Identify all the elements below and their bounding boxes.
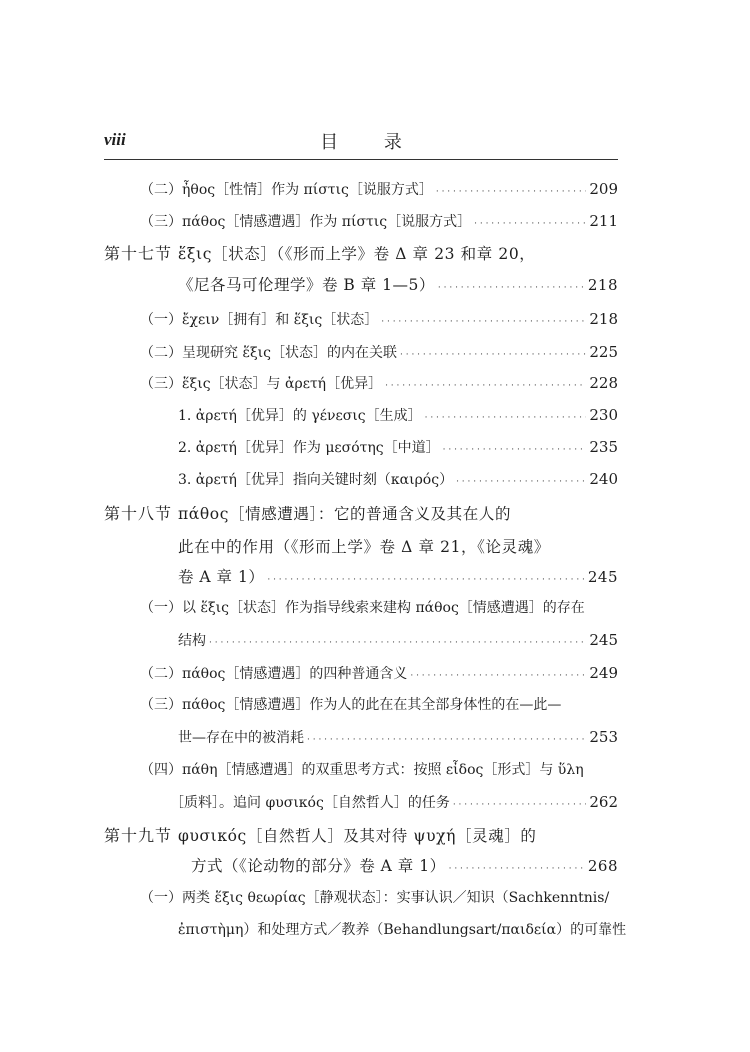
toc-entry-title-continued: ἐπιστὴμη）和处理方式／教养（Behandlungsart/παιδεία）的可靠性 xyxy=(178,922,627,938)
toc-page-number: 235 xyxy=(589,438,618,456)
toc-entry[interactable] xyxy=(140,660,618,686)
section-label: 第十九节 xyxy=(104,826,173,845)
toc-entry-title: 卷 A 章 1） xyxy=(178,568,265,586)
toc-entry-title: （三）πάθος［情感遭遇］作为 πίστις［说服方式］ xyxy=(140,214,472,230)
toc-entry[interactable] xyxy=(140,370,618,396)
toc-entry-title: 3. ἀρετή［优异］指向关键时刻（καιρός） xyxy=(178,472,454,488)
dot-leader xyxy=(443,435,587,463)
running-title: 目 录 xyxy=(320,132,422,153)
toc-entry[interactable] xyxy=(140,176,618,202)
dot-leader xyxy=(410,661,586,689)
toc-entry-title: （二）πάθος［情感遭遇］的四种普通含义 xyxy=(140,666,408,682)
toc-entry[interactable] xyxy=(178,402,618,428)
toc-entry[interactable] xyxy=(140,208,618,234)
running-header xyxy=(104,128,618,156)
toc-entry-title[interactable]: （一）两类 ἕξις θεωρίας［静观状态］：实事认识／知识（Sachkenntnis/ xyxy=(140,890,610,906)
dot-leader xyxy=(436,177,587,205)
toc-entry[interactable] xyxy=(191,853,618,879)
dot-leader xyxy=(381,307,586,335)
toc-entry[interactable] xyxy=(178,564,618,590)
toc-entry[interactable] xyxy=(178,272,618,298)
toc-page-number: 253 xyxy=(589,728,618,746)
dot-leader xyxy=(456,467,586,495)
toc-entry-title: 《尼各马可伦理学》卷 B 章 1—5） xyxy=(178,276,435,294)
toc-page-number: 209 xyxy=(589,180,618,198)
dot-leader xyxy=(385,371,586,399)
toc-entry-title: （二）ἦθος［性情］作为 πίστις［说服方式］ xyxy=(140,182,433,198)
section-title[interactable]: φυσικός［自然哲人］及其对待 ψυχή［灵魂］的 xyxy=(178,827,537,845)
toc-entry-title: （一）ἔχειν［拥有］和 ἕξις［状态］ xyxy=(140,312,379,328)
dot-leader xyxy=(449,853,585,882)
toc-entry-title: 1. ἀρετή［优异］的 γένεσις［生成］ xyxy=(178,408,422,424)
toc-page-number: 230 xyxy=(589,406,618,424)
section-title-continued: 此在中的作用（《形而上学》卷 Δ 章 21，《论灵魂》 xyxy=(178,538,550,556)
toc-page-number: 211 xyxy=(589,212,618,230)
section-label: 第十七节 xyxy=(104,244,173,263)
toc-entry-title[interactable]: （一）以 ἕξις［状态］作为指导线索来建构 πάθος［情感遭遇］的存在 xyxy=(140,600,585,616)
toc-entry-title[interactable]: （三）πάθος［情感遭遇］作为人的此在在其全部身体性的在—此— xyxy=(140,697,562,713)
page-folio: viii xyxy=(104,130,126,149)
toc-entry[interactable] xyxy=(178,724,618,750)
section-label: 第十八节 xyxy=(104,504,173,523)
toc-page-number: 240 xyxy=(589,470,618,488)
toc-entry[interactable] xyxy=(178,434,618,460)
toc-entry[interactable] xyxy=(140,306,618,332)
toc-entry-title: 方式（《论动物的部分》卷 A 章 1） xyxy=(191,857,446,875)
dot-leader xyxy=(267,564,585,593)
toc-page-number: 218 xyxy=(587,276,618,294)
dot-leader xyxy=(474,209,586,237)
toc-page-number: 218 xyxy=(589,310,618,328)
section-title[interactable]: ἕξις［状态］（《形而上学》卷 Δ 章 23 和章 20， xyxy=(178,245,536,263)
toc-entry-title-continued: 结构 xyxy=(178,633,206,649)
dot-leader xyxy=(438,272,585,301)
header-rule xyxy=(104,159,618,160)
dot-leader xyxy=(453,790,587,818)
dot-leader xyxy=(400,340,586,368)
toc-entry-title-continued: 世—存在中的被消耗 xyxy=(178,730,304,746)
dot-leader xyxy=(425,403,587,431)
toc-entry-title: （三）ἕξις［状态］与 ἀρετή［优异］ xyxy=(140,376,383,392)
toc-page-number: 225 xyxy=(589,343,618,361)
toc-entry[interactable] xyxy=(170,789,618,815)
toc-page-number: 245 xyxy=(587,568,618,586)
toc-page-number: 249 xyxy=(589,664,618,682)
toc-page-number: 228 xyxy=(589,374,618,392)
toc-entry[interactable] xyxy=(178,466,618,492)
toc-entry-title-continued: ［质料］。追问 φυσικός［自然哲人］的任务 xyxy=(170,795,450,811)
toc-entry-title: 2. ἀρετή［优异］作为 μεσότης［中道］ xyxy=(178,440,440,456)
toc-page-number: 245 xyxy=(589,631,618,649)
toc-entry[interactable] xyxy=(178,627,618,653)
section-title[interactable]: πάθος［情感遭遇］：它的普通含义及其在人的 xyxy=(178,505,512,523)
toc-entry-title: （二）呈现研究 ἕξις［状态］的内在关联 xyxy=(140,345,398,361)
toc-entry-title[interactable]: （四）πάθη［情感遭遇］的双重思考方式：按照 εἶδος［形式］与 ὕλη xyxy=(140,762,584,778)
dot-leader xyxy=(307,725,586,753)
toc-page-number: 268 xyxy=(587,857,618,875)
toc-entry[interactable] xyxy=(140,339,618,365)
dot-leader xyxy=(209,628,586,656)
toc-page-number: 262 xyxy=(589,793,618,811)
